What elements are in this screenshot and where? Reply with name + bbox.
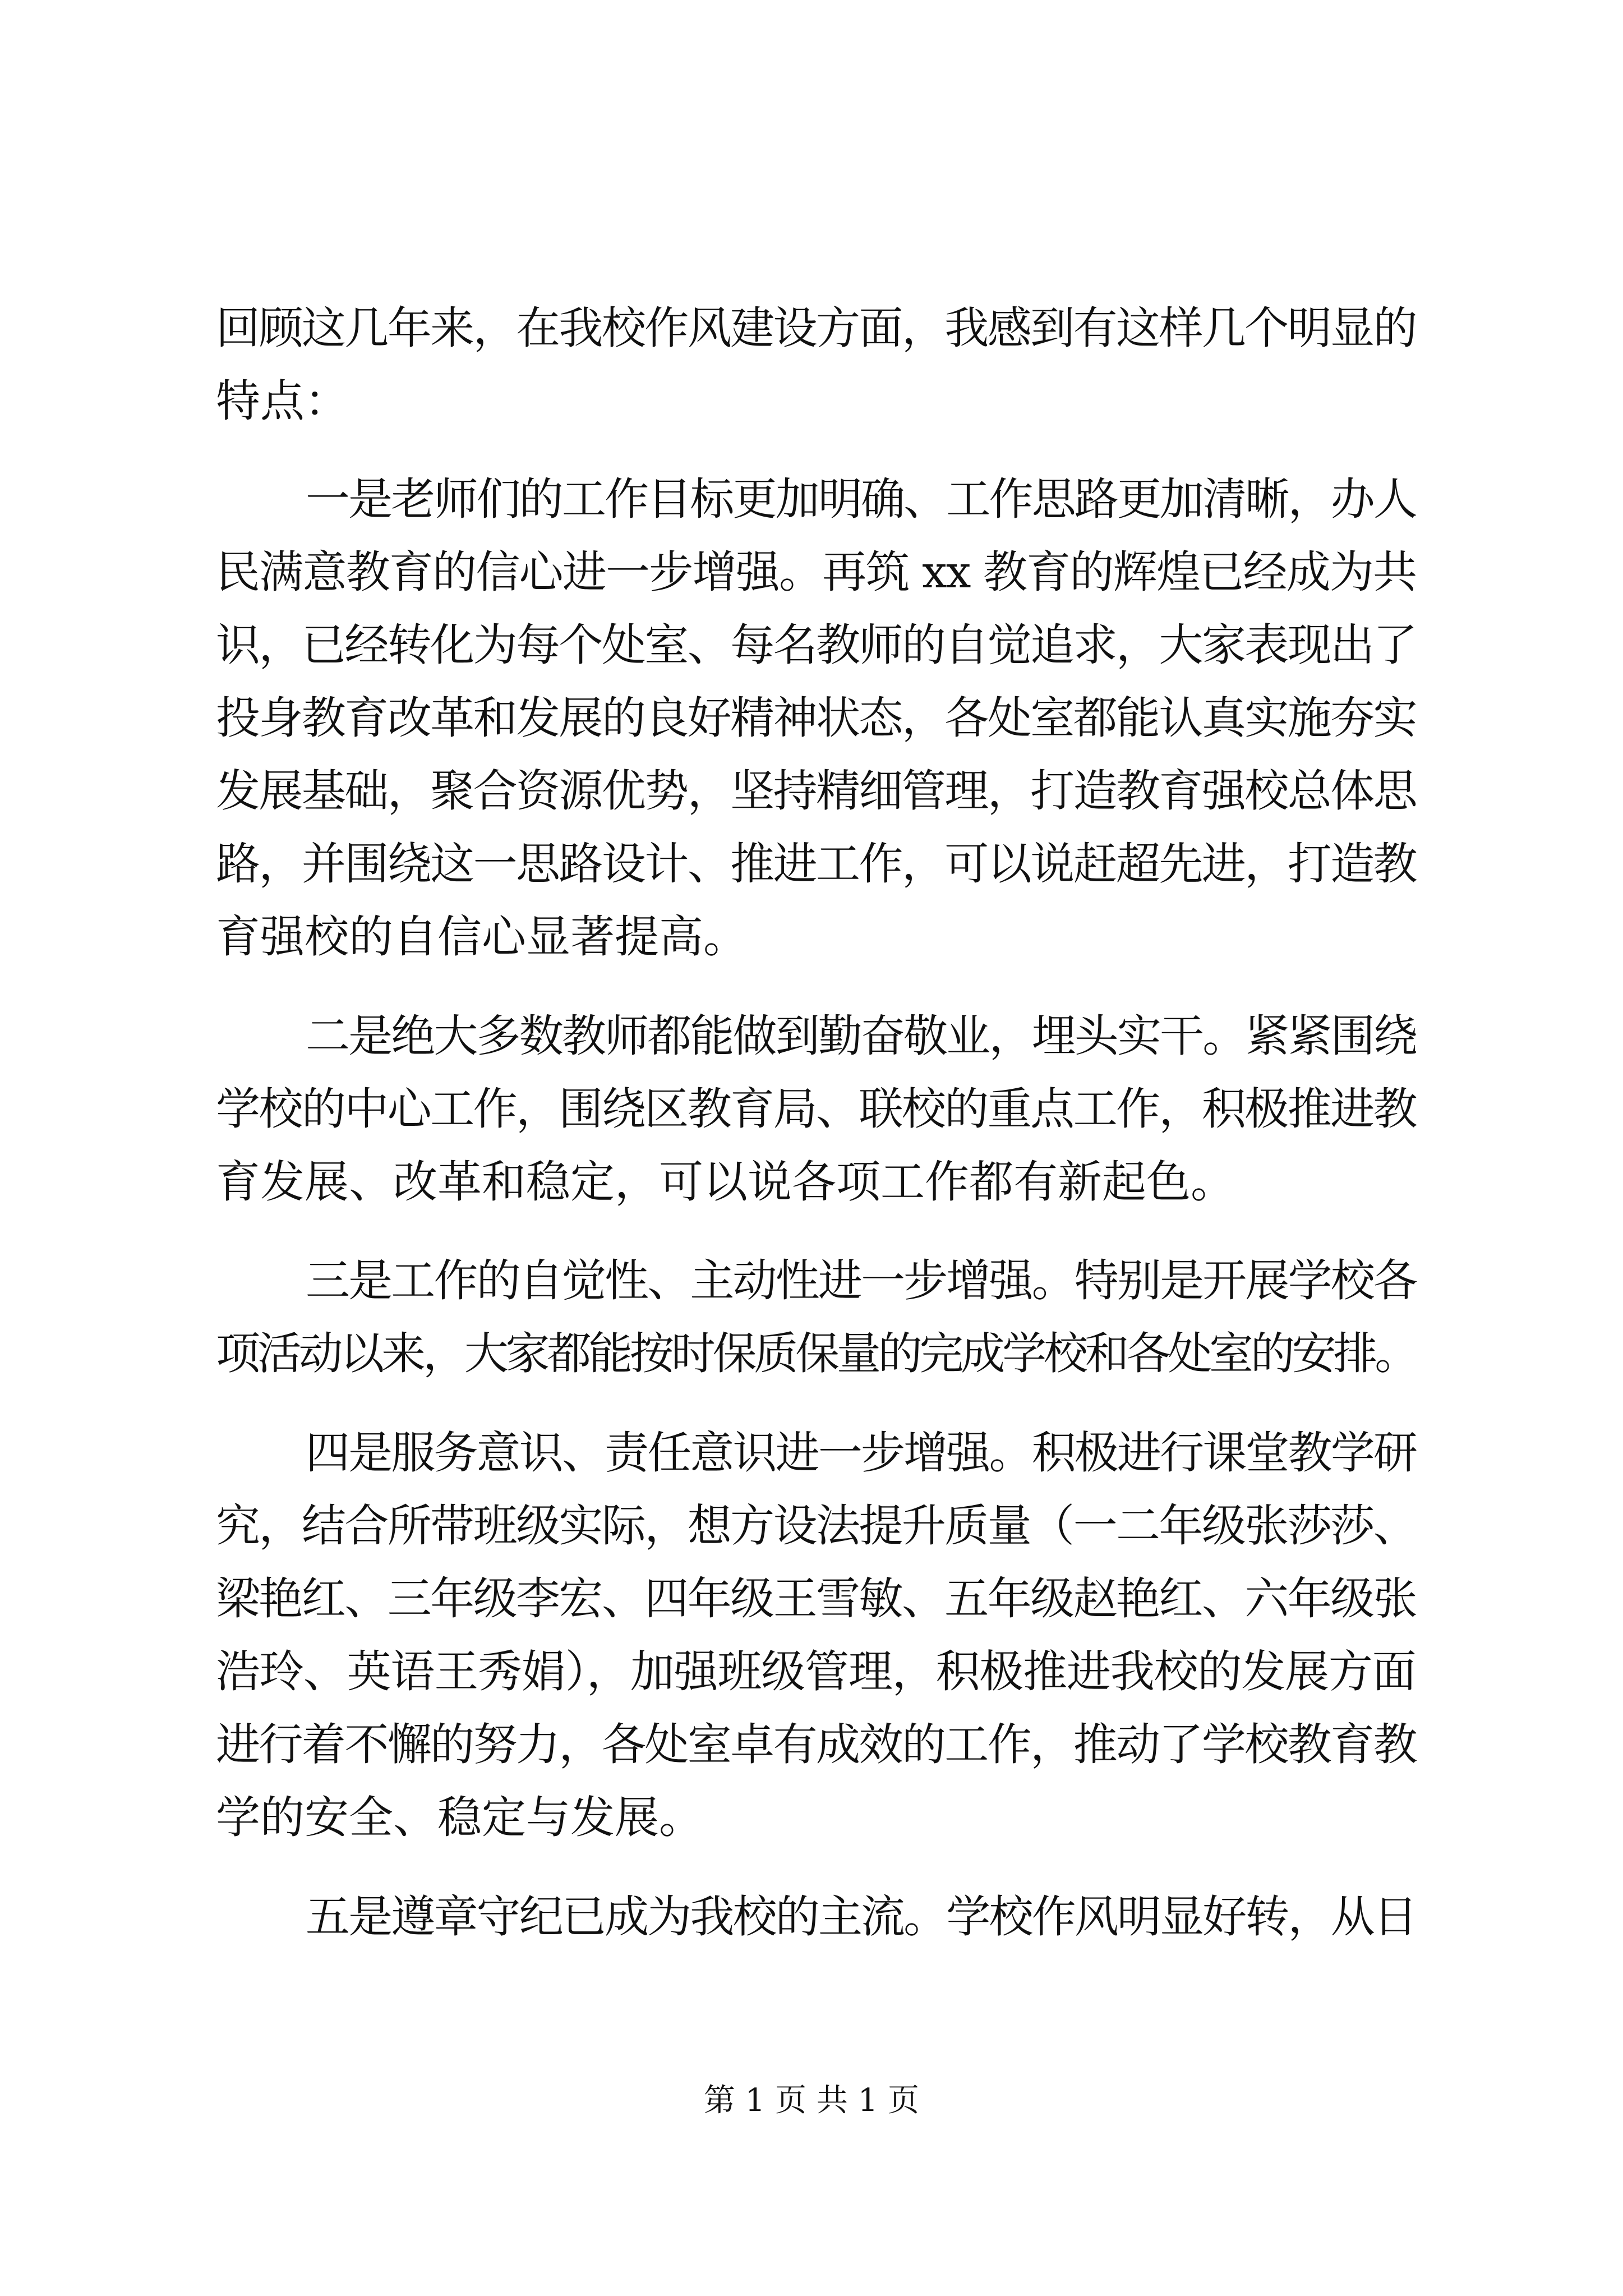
- text-line: 回顾这几年来，在我校作风建设方面，我感到有这样几个明显的: [216, 302, 1416, 354]
- text-line: 识，已经转化为每个处室、每名教师的自觉追求，大家表现出了: [216, 619, 1416, 671]
- text-line: 育强校的自信心显著提高。: [216, 911, 748, 963]
- text-line: 究，结合所带班级实际，想方设法提升质量（一二年级张莎莎、: [216, 1500, 1416, 1552]
- text-line: 学的安全、稳定与发展。: [216, 1792, 703, 1843]
- text-line: 梁艳红、三年级李宏、四年级王雪敏、五年级赵艳红、六年级张: [216, 1573, 1416, 1625]
- text-line: 四是服务意识、责任意识进一步增强。积极进行课堂教学研: [306, 1427, 1417, 1479]
- text-line: 三是工作的自觉性、主动性进一步增强。特别是开展学校各: [306, 1255, 1417, 1306]
- text-line: 育发展、改革和稳定，可以说各项工作都有新起色。: [216, 1156, 1235, 1208]
- text-line: 投身教育改革和发展的良好精神状态，各处室都能认真实施夯实: [216, 692, 1416, 744]
- text-line: 一是老师们的工作目标更加明确、工作思路更加清晰，办人: [306, 473, 1417, 525]
- text-line: 学校的中心工作，围绕区教育局、联校的重点工作，积极推进教: [216, 1083, 1416, 1135]
- text-line: 特点：: [216, 375, 349, 427]
- text-line: 路，并围绕这一思路设计、推进工作，可以说赶超先进，打造教: [216, 838, 1416, 890]
- text-line: 二是绝大多数教师都能做到勤奋敬业，埋头实干。紧紧围绕: [306, 1010, 1417, 1062]
- text-line: 浩玲、英语王秀娟），加强班级管理，积极推进我校的发展方面: [216, 1646, 1416, 1697]
- text-line: 进行着不懈的努力，各处室卓有成效的工作，推动了学校教育教: [216, 1719, 1416, 1770]
- text-line: 民满意教育的信心进一步增强。再筑 xx 教育的辉煌已经成为共: [216, 546, 1417, 598]
- text-line: 项活动以来，大家都能按时保质保量的完成学校和各处室的安排。: [216, 1328, 1416, 1379]
- text-line: 发展基础，聚合资源优势，坚持精细管理，打造教育强校总体思: [216, 765, 1416, 817]
- page-number-footer: 第 1 页 共 1 页: [703, 2082, 920, 2119]
- text-line: 五是遵章守纪已成为我校的主流。学校作风明显好转，从日: [306, 1891, 1417, 1943]
